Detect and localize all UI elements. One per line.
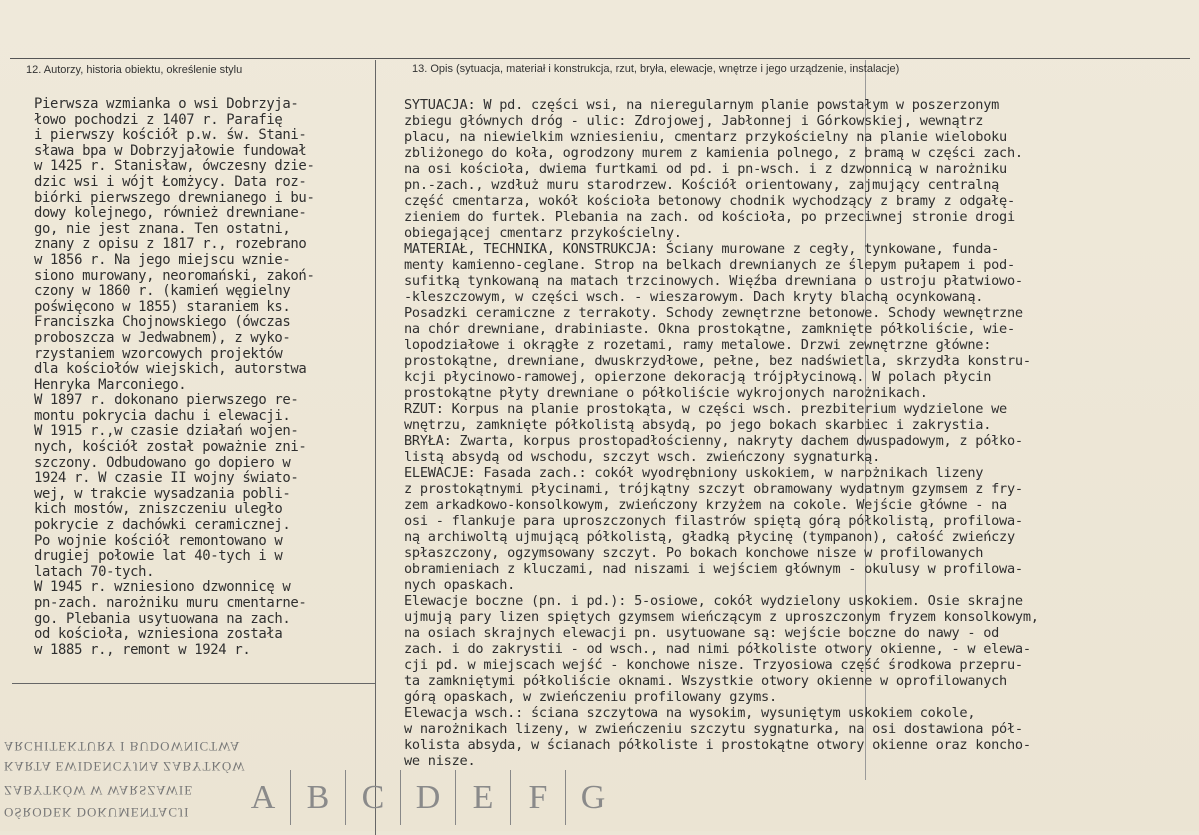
description-line: ELEWACJE: Fasada zach.: cokół wyodrębniony uskokiem, w narożnikach lizeny <box>404 465 984 481</box>
description-line: na osi kościoła, dwiema furtkami od pd. i pn-wsch. i z dzwonnicą w narożniku <box>404 161 1007 177</box>
description-line: zbiegu głównych dróg - ulic: Zdrojowej, Jabłonnej i Górkowskiej, wewnątrz <box>404 113 984 129</box>
history-line: szczony. Odbudowano go dopiero w <box>34 454 291 471</box>
description-line: pn.-zach., wzdłuż muru starodrzew. Kościół orientowany, zajmujący centralną <box>404 177 1000 193</box>
description-line: Posadzki ceramiczne z terrakoty. Schody zewnętrzne betonowe. Schody wewnętrzne <box>404 305 1023 321</box>
description-line: RZUT: Korpus na planie prostokąta, w części wsch. prezbiterium wydzielone we <box>404 401 1007 417</box>
description-line: sufitką tynkowaną na matach trzcinowych. Więźba drewniana o ustroju płatwiowo- <box>404 273 1023 289</box>
history-line: Pierwsza wzmianka o wsi Dobrzyja- <box>34 96 299 112</box>
description-line: zach. i do zakrystii - od wsch., nad nimi półkoliste otwory okienne, - w elewa- <box>404 641 1031 657</box>
history-line: poświęcono w 1855) staraniem ks. <box>34 298 291 315</box>
alphabet-letter: D <box>400 770 455 825</box>
description-line: zem arkadkowo-konsolkowym, zwieńczony krzyżem na cokole. Wejście główne - na <box>404 497 1007 513</box>
history-line: znany z opisu z 1817 r., rozebrano <box>34 236 307 253</box>
history-line: łowo pochodzi z 1407 r. Parafię <box>34 111 283 128</box>
history-line: proboszcza w Jedwabnem), z wyko- <box>34 329 291 346</box>
alphabet-letter: F <box>510 770 565 825</box>
description-line: osi - flankuje para uproszczonych filastrów spiętą górą półkolistą, profilowa- <box>404 513 1023 529</box>
section-12-heading: 12. Autorzy, historia obiektu, określenie stylu <box>26 64 243 76</box>
description-line: listą absydą od wschodu, szczyt wsch. zwieńczony sygnaturką. <box>404 449 881 465</box>
description-line: obiegającej cmentarz przykościelny. <box>404 225 682 241</box>
history-line: pokrycie z dachówki ceramicznej. <box>34 517 291 534</box>
history-line: od kościoła, wzniesiona została <box>34 626 283 643</box>
history-line: rzystaniem wzorcowych projektów <box>34 345 283 362</box>
history-line: Henryka Marconiego. <box>34 376 187 393</box>
description-line: zieniem do furtek. Plebania na zach. od kościoła, po przeciwnej stronie drogi <box>404 209 1015 225</box>
form-divider <box>12 683 375 684</box>
history-line: pn-zach. narożniku muru cmentarne- <box>34 595 307 611</box>
history-line: czony w 1860 r. (kamień węgielny <box>34 283 291 300</box>
history-line: W 1945 r. wzniesiono dzwonnicę w <box>34 579 291 596</box>
section-13-heading: 13. Opis (sytuacja, materiał i konstrukcja, rzut, bryła, elewacje, wnętrze i jego urządzenie, instalacje) <box>412 63 900 75</box>
description-line: ujmują pary lizen spiętych gzymsem wieńczącym z uproszczonym fryzem konsolkowym, <box>404 609 1039 625</box>
history-line: latach 70-tych. <box>34 563 155 580</box>
history-line: nych, kościół został poważnie zni- <box>34 439 307 456</box>
history-line: dla kościołów wiejskich, autorstwa <box>34 361 307 378</box>
description-line: nych opaskach. <box>404 577 516 593</box>
description-text <box>404 97 1194 769</box>
description-line: ną archiwoltą ujmującą półkolistą, gładką płycinę (tympanon), całość zwieńczy <box>404 529 1015 545</box>
history-line: wej, w trakcie wysadzania pobli- <box>34 485 291 502</box>
alphabet-letter: G <box>565 770 620 825</box>
description-line: kcji płycinowo-ramowej, opierzone dekoracją trójpłycinową. W polach płycin <box>404 369 992 385</box>
form-stamp-line: KARTA EWIDENCYJNA ZABYTKÓW <box>4 759 246 774</box>
description-line: kolista absyda, w ścianach półkoliste i prostokątne otwory okienne oraz koncho- <box>404 737 1031 753</box>
description-line: MATERIAŁ, TECHNIKA, KONSTRUKCJA: Ściany murowane z cegły, tynkowane, funda- <box>404 241 1000 257</box>
alphabet-letter: B <box>290 770 345 825</box>
history-line: Po wojnie kościół remontowano w <box>34 532 283 549</box>
description-line: we nisze. <box>404 753 476 769</box>
description-line: prostokątne płyty drewniane o półkoliście wykrojonych narożnikach. <box>404 385 928 401</box>
alphabet-index-strip <box>236 770 620 825</box>
history-line: go. Plebania usytuowana na zach. <box>34 610 291 627</box>
history-line: kich mostów, zniszczeniu uległo <box>34 501 283 518</box>
form-stamp <box>0 739 246 831</box>
history-line: siono murowany, neoromański, zakoń- <box>34 267 315 284</box>
history-line: Franciszka Chojnowskiego (ówczas <box>34 314 291 331</box>
history-line: w 1425 r. Stanisław, ówczesny dzie- <box>34 158 315 175</box>
description-line: prostokątne, drewniane, dwuskrzydłowe, pełne, bez nadświetla, skrzydła konstru- <box>404 353 1031 369</box>
description-line: menty kamienno-ceglane. Strop na belkach drewnianych ze ślepym pułapem i pod- <box>404 257 1015 273</box>
alphabet-letter: A <box>250 778 276 816</box>
history-line: w 1885 r., remont w 1924 r. <box>34 641 251 658</box>
form-stamp-line: ARCHITEKTURY I BUDOWNICTWA <box>4 739 241 754</box>
description-line: ta zamkniętymi półkoliście oknami. Wszystkie otwory okienne w oprofilowanych <box>404 673 1007 689</box>
description-line: z prostokątnymi płycinami, trójkątny szczyt obramowany wydatnym gzymsem z fry- <box>404 481 1023 497</box>
history-line: drugiej połowie lat 40-tych i w <box>34 548 283 565</box>
history-text <box>34 97 374 658</box>
history-line: sława bpa w Dobrzyjałowie fundował <box>34 142 307 159</box>
description-line: górą opaskach, w zwieńczeniu profilowany gzyms. <box>404 689 777 705</box>
form-stamp-line: OŚRODEK DOKUMENTACJI <box>4 805 190 820</box>
alphabet-letter: C <box>345 770 400 825</box>
form-stamp-line: ZABYTKÓW W WARSZAWIE <box>4 783 194 798</box>
history-line: montu pokrycia dachu i elewacji. <box>34 407 291 424</box>
description-line: SYTUACJA: W pd. części wsi, na nieregularnym planie powstałym w poszerzonym <box>404 97 1000 113</box>
description-line: spłaszczony, ogzymsowany szczyt. Po bokach konchowe nisze w profilowanych <box>404 545 984 561</box>
description-line: Elewacje boczne (pn. i pd.): 5-osiowe, cokół wydzielony uskokiem. Osie skrajne <box>404 593 1023 609</box>
history-line: w 1856 r. Na jego miejscu wznie- <box>34 251 291 268</box>
description-line: w narożnikach lizeny, w zwieńczeniu szczytu sygnaturka, na osi dostawiona pół- <box>404 721 1023 737</box>
history-line: go, nie jest znana. Ten ostatni, <box>34 220 291 237</box>
history-line: W 1915 r.,w czasie działań wojen- <box>34 423 299 440</box>
description-line: placu, na niewielkim wzniesieniu, cmentarz przykościelny na planie wieloboku <box>404 129 1007 145</box>
description-line: lopodziałowe i okrągłe z rozetami, ramy metalowe. Drzwi zewnętrzne główne: <box>404 337 992 353</box>
alphabet-letter: E <box>455 770 510 825</box>
history-line: 1924 r. W czasie II wojny świato- <box>34 470 299 487</box>
description-line: cji pd. w miejscach wejść - konchowe nisze. Trzyosiowa część środkowa przepru- <box>404 657 1023 673</box>
description-line: na chór drewniane, drabiniaste. Okna prostokątne, zamknięte półkoliście, wie- <box>404 321 1015 337</box>
description-line: wnętrzu, zamknięte półkolistą absydą, po jego bokach skarbiec i zakrystia. <box>404 417 992 433</box>
description-line: BRYŁA: Zwarta, korpus prostopadłościenny, nakryty dachem dwuspadowym, z półko- <box>404 433 1023 449</box>
history-line: dowy kolejnego, również drewniane- <box>34 205 307 222</box>
description-line: na osiach skrajnych elewacji pn. usytuowane są: wejście boczne do nawy - od <box>404 625 1000 641</box>
description-line: -kleszczowym, w części wsch. - wieszarowym. Dach kryty blachą ocynkowaną. <box>404 289 984 305</box>
description-line: część cmentarza, wokół kościoła betonowy chodnik wychodzący z bramy z odgałę- <box>404 193 1015 209</box>
history-line: W 1897 r. dokonano pierwszego re- <box>34 392 299 409</box>
description-line: obramieniach z kluczami, nad niszami i wejściem głównym - okulusy w profilowa- <box>404 561 1023 577</box>
description-line: Elewacja wsch.: ściana szczytowa na wysokim, wysuniętym uskokiem cokole, <box>404 705 976 721</box>
description-line: zbliżonego do koła, ogrodzony murem z kamienia polnego, z bramą w części zach. <box>404 145 1023 161</box>
history-line: i pierwszy kościół p.w. św. Stani- <box>34 127 307 144</box>
column-divider <box>375 60 376 835</box>
history-line: biórki pierwszego drewnianego i bu- <box>34 189 315 206</box>
header-rule <box>10 58 1190 59</box>
history-line: dzic wsi i wójt Łomżycy. Data roz- <box>34 173 307 190</box>
